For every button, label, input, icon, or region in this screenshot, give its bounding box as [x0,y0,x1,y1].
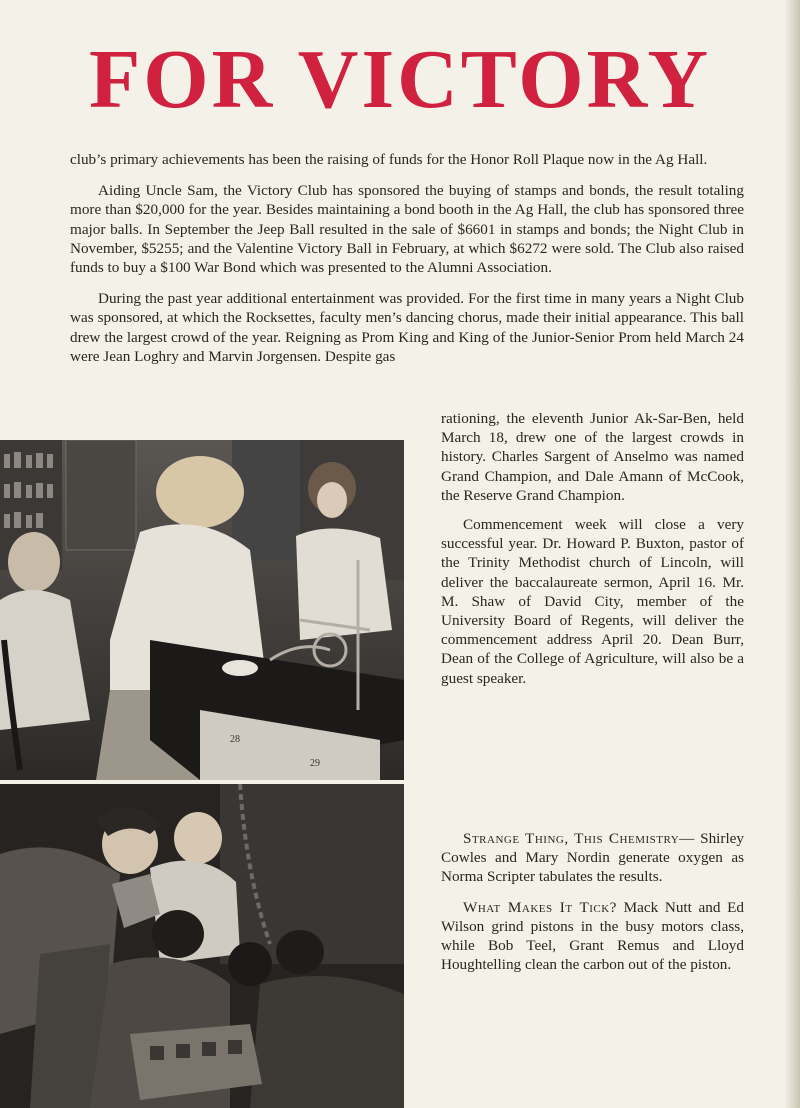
right-column-text [441,409,744,698]
drawer-number-28: 28 [230,734,240,745]
caption-chemistry-text: Shirley Cowles and Mary Nordin generate oxygen as Norma Scripter tabulates the results. [441,830,744,886]
caption-motors [441,898,744,975]
paragraph-4: rationing, the eleventh Junior Ak-Sar-Ben, held March 18, drew one of the largest crowds in history. Charles Sargent of Anselmo was named Grand Champion, and Dale Amann of McCook, the Reserve Grand Champion. [441,410,744,504]
caption-motors-lead: What Makes It Tick? [463,898,617,916]
paragraph-3: During the past year additional entertainment was provided. For the first time in many years a Night Club was sponsored, at which the Rocksettes, faculty men’s dancing chorus, made their initial appearance. This ball drew the largest crowd of the year. Reigning as Prom King and King of the Junior-Senior Prom held March 24 were Jean Loghry and Marvin Jorgensen. Despite gas [70,290,744,365]
chemistry-lab-photo [0,440,404,780]
paragraph-2: Aiding Uncle Sam, the Victory Club has sponsored the buying of stamps and bonds, the result totaling more than $20,000 for the year. Besides maintaining a bond booth in the Ag Hall, the club has sponsored three major balls. In September the Jeep Ball resulted in the sale of $6601 in stamps and bonds; the Night Club in November, $5255; and the Valentine Victory Ball in February, at which $6272 were sold. The Club also raised funds to buy a $100 War Bond which was presented to the Alumni Association. [70,182,744,277]
paragraph-5: Commencement week will close a very successful year. Dr. Howard P. Buxton, pastor of the Trinity Methodist church of Lincoln, will deliver the baccalaureate sermon, April 16. Mr. M. Shaw of David City, member of the University Board of Regents, will deliver the commencement address April 20. Dean Burr, Dean of the College of Agriculture, will also be a guest speaker. [441,516,744,687]
page-edge [786,0,800,1108]
page-title: FOR VICTORY [88,33,712,126]
paragraph-1: club’s primary achievements has been the raising of funds for the Honor Roll Plaque now in the Ag Hall. [70,151,708,168]
caption-chemistry [441,829,744,887]
motors-class-photo [0,784,404,1108]
caption-motors-text: Mack Nutt and Ed Wilson grind pistons in the busy motors class, while Bob Teel, Grant Remus and Lloyd Houghtelling clean the carbon out of the piston. [441,898,744,974]
photo-captions [441,829,744,985]
caption-chemistry-lead: Strange Thing, This Chemistry— [463,830,695,847]
drawer-number-29: 29 [310,758,320,769]
body-text [70,150,744,378]
